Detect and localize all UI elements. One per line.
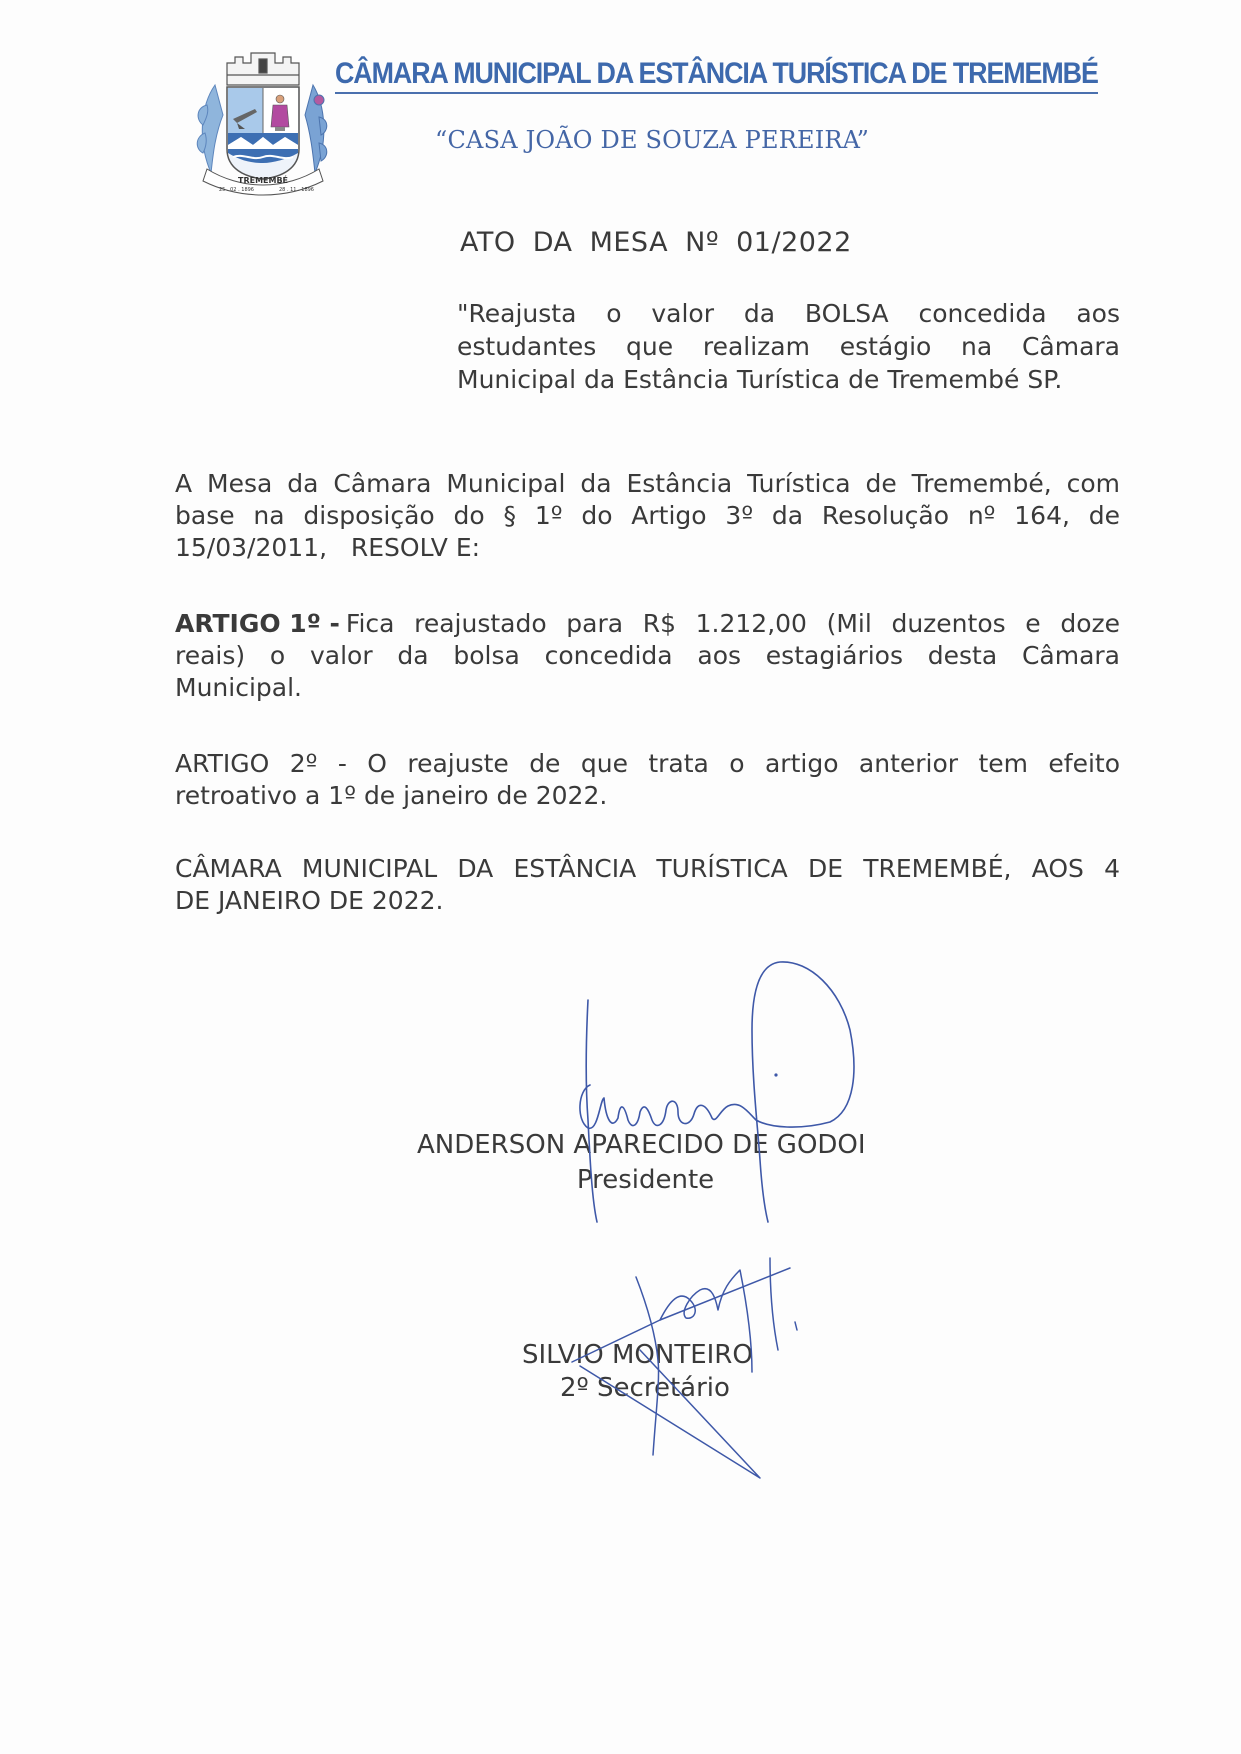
article-1-line: Municipal. — [175, 673, 302, 702]
signatory-1-name: ANDERSON APARECIDO DE GODOI — [417, 1130, 866, 1160]
preamble-line: A Mesa da Câmara Municipal da Estância Turística de Tremembé, com — [175, 469, 1120, 498]
title-underline — [335, 92, 1098, 94]
signatory-2-role: 2º Secretário — [560, 1373, 730, 1403]
closing-statement — [175, 852, 1120, 916]
preamble-line: 15/03/2011, RESOLV E: — [175, 533, 481, 562]
act-title: ATO DA MESA Nº 01/2022 — [460, 227, 852, 258]
svg-text:TREMEMBÉ: TREMEMBÉ — [237, 176, 289, 185]
article-1-line: Fica reajustado para R$ 1.212,00 (Mil duzentos e doze — [345, 609, 1120, 638]
summary-line: Municipal da Estância Turística de Tremembé SP. — [457, 365, 1063, 394]
article-2 — [175, 747, 1120, 811]
act-summary — [457, 297, 1120, 396]
coat-of-arms-logo — [193, 45, 333, 197]
crest-icon — [193, 45, 333, 197]
article-2-line: retroativo a 1º de janeiro de 2022. — [175, 781, 608, 810]
summary-line: "Reajusta o valor da BOLSA concedida aos — [457, 299, 1120, 328]
institution-subtitle: “CASA JOÃO DE SOUZA PEREIRA” — [435, 126, 870, 154]
signatory-2-name: SILVIO MONTEIRO — [522, 1340, 753, 1370]
closing-line: DE JANEIRO DE 2022. — [175, 886, 444, 915]
preamble-paragraph — [175, 467, 1120, 563]
summary-line: estudantes que realizam estágio na Câmara — [457, 332, 1120, 361]
closing-line: CÂMARA MUNICIPAL DA ESTÂNCIA TURÍSTICA DE TREMEMBÉ, AOS 4 — [175, 854, 1120, 883]
article-1-line: reais) o valor da bolsa concedida aos estagiários desta Câmara — [175, 641, 1120, 670]
svg-text:28 . 11 . 1896: 28 . 11 . 1896 — [279, 187, 314, 193]
article-1 — [175, 607, 1120, 703]
institution-title: CÂMARA MUNICIPAL DA ESTÂNCIA TURÍSTICA DE TREMEMBÉ — [335, 57, 1098, 90]
preamble-line: base na disposição do § 1º do Artigo 3º da Resolução nº 164, de — [175, 501, 1120, 530]
signatory-1-role: Presidente — [576, 1165, 715, 1195]
svg-text:25 . 02 . 1896: 25 . 02 . 1896 — [219, 187, 254, 193]
article-2-line: ARTIGO 2º - O reajuste de que trata o artigo anterior tem efeito — [175, 749, 1120, 778]
article-1-label: ARTIGO 1º - — [175, 609, 340, 638]
